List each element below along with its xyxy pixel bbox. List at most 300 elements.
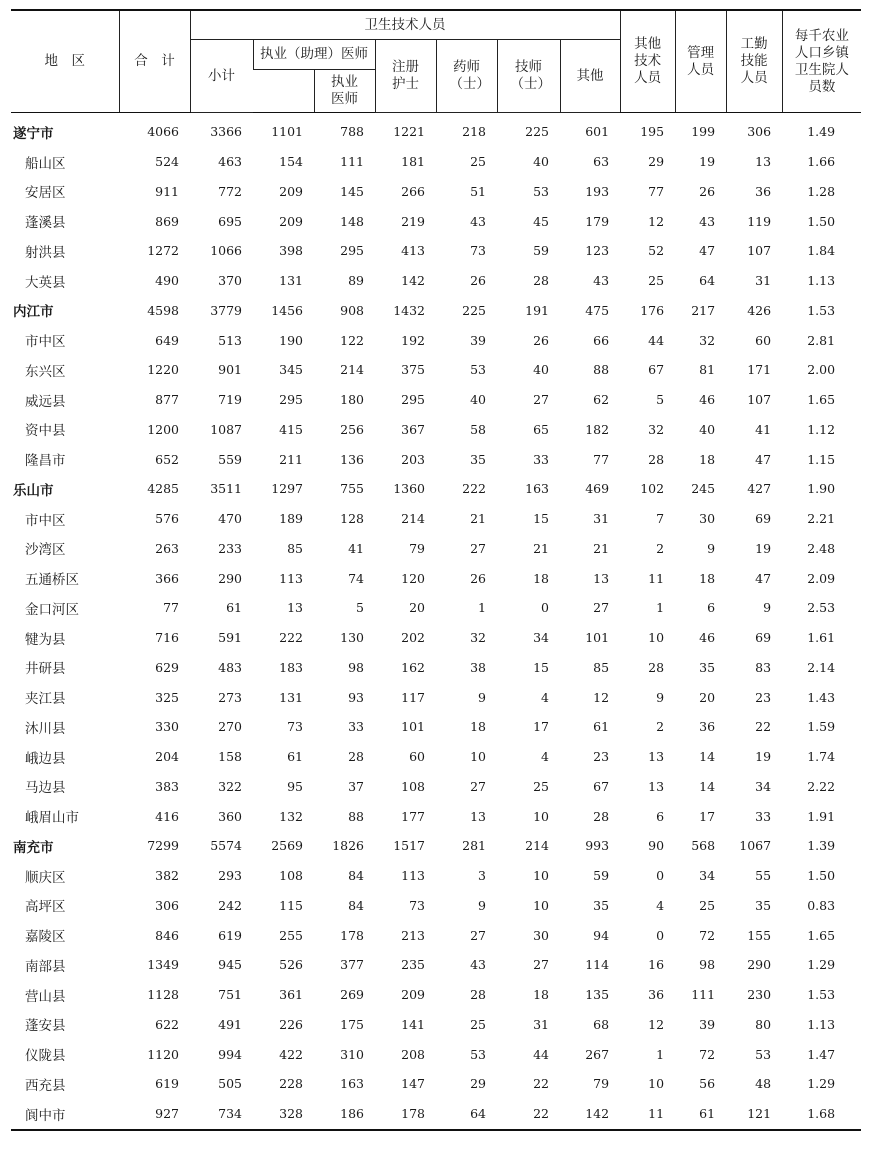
other-cell: 182 [585, 421, 610, 437]
worker-cell: 1067 [739, 838, 772, 854]
header-practicing: 执业医师 [314, 70, 375, 113]
ratio-cell: 1.13 [807, 1016, 836, 1032]
nurse-cell: 202 [401, 630, 425, 646]
region-name-cell: 沙湾区 [25, 542, 66, 559]
technician-cell: 40 [533, 362, 549, 378]
worker-cell: 121 [726, 1099, 782, 1130]
table-row [11, 266, 861, 296]
worker-cell: 69 [755, 630, 772, 646]
technician-cell: 15 [533, 659, 549, 675]
other-tech-cell: 12 [648, 1016, 665, 1032]
ratio-cell: 1.65 [807, 927, 836, 943]
subtotal-cell: 322 [218, 778, 242, 794]
technician-cell: 33 [533, 451, 549, 467]
practicing-cell: 214 [340, 362, 364, 378]
practicing-cell: 180 [340, 392, 364, 408]
pharmacist-cell: 25 [470, 154, 486, 170]
other-tech-cell: 6 [656, 808, 665, 824]
management-cell: 245 [691, 481, 716, 497]
subtotal-cell: 370 [218, 273, 242, 289]
pharmacist-cell: 27 [470, 778, 486, 794]
ratio-cell: 2.00 [807, 362, 836, 378]
practicing-assistant-cell: 73 [287, 719, 303, 735]
subtotal-cell: 901 [218, 362, 242, 378]
subtotal-cell: 290 [218, 570, 242, 586]
nurse-cell: 117 [401, 689, 425, 705]
technician-cell: 191 [525, 302, 549, 318]
city-row [11, 296, 861, 326]
region-name-cell: 嘉陵区 [25, 929, 66, 946]
management-cell: 18 [699, 570, 716, 586]
other-tech-cell: 36 [648, 987, 665, 1003]
ratio-cell: 1.61 [807, 630, 836, 646]
other-tech-cell: 102 [640, 481, 665, 497]
table-header [11, 10, 861, 113]
pharmacist-cell: 51 [470, 183, 486, 199]
total-cell: 77 [163, 600, 179, 616]
subtotal-cell: 591 [218, 630, 242, 646]
other-tech-cell: 52 [648, 243, 665, 259]
region-name-cell: 市中区 [25, 334, 66, 351]
practicing-assistant-cell: 85 [287, 540, 303, 556]
region-name-cell: 蓬溪县 [25, 215, 66, 232]
nurse-cell: 162 [401, 659, 425, 675]
management-cell: 47 [699, 243, 716, 259]
nurse-cell: 1517 [393, 838, 425, 854]
practicing-assistant-cell: 228 [279, 1076, 303, 1092]
practicing-assistant-cell: 183 [279, 659, 303, 675]
management-cell: 26 [699, 183, 716, 199]
nurse-cell: 73 [409, 897, 425, 913]
table-row [11, 534, 861, 564]
worker-cell: 47 [755, 570, 772, 586]
subtotal-cell: 158 [218, 749, 242, 765]
total-cell: 204 [155, 749, 179, 765]
practicing-cell: 84 [348, 868, 364, 884]
other-cell: 123 [585, 243, 610, 259]
other-cell: 85 [593, 659, 610, 675]
nurse-cell: 375 [401, 362, 425, 378]
header-management: 管理人员 [675, 10, 726, 113]
technician-cell: 10 [533, 808, 549, 824]
practicing-cell: 175 [340, 1016, 364, 1032]
practicing-assistant-cell: 154 [279, 154, 303, 170]
technician-cell: 21 [533, 540, 549, 556]
other-cell: 21 [593, 540, 610, 556]
other-cell: 13 [593, 570, 610, 586]
ratio-cell: 1.74 [807, 749, 836, 765]
worker-cell: 19 [755, 540, 772, 556]
pharmacist-cell: 21 [470, 511, 486, 527]
other-cell: 114 [585, 957, 610, 973]
other-cell: 63 [593, 154, 610, 170]
practicing-assistant-cell: 222 [279, 630, 303, 646]
subtotal-cell: 483 [218, 659, 242, 675]
management-cell: 6 [707, 600, 716, 616]
region-name-cell: 峨眉山市 [25, 810, 79, 827]
table-row [11, 236, 861, 266]
region-name-cell: 井研县 [25, 661, 66, 678]
management-cell: 43 [699, 213, 716, 229]
worker-cell: 80 [755, 1016, 772, 1032]
table-row [11, 920, 861, 950]
practicing-cell: 5 [356, 600, 364, 616]
practicing-assistant-cell: 422 [279, 1046, 303, 1062]
total-cell: 846 [155, 927, 179, 943]
nurse-cell: 79 [409, 540, 425, 556]
pharmacist-cell: 3 [478, 868, 486, 884]
nurse-cell: 108 [401, 778, 425, 794]
practicing-assistant-cell: 189 [279, 511, 303, 527]
other-tech-cell: 2 [656, 719, 665, 735]
table-row [11, 1039, 861, 1069]
total-cell: 1349 [147, 957, 179, 973]
worker-cell: 22 [755, 719, 772, 735]
ratio-cell: 1.59 [807, 719, 836, 735]
table-row [11, 772, 861, 802]
table-row [11, 623, 861, 653]
subtotal-cell: 505 [218, 1076, 242, 1092]
subtotal-cell: 491 [218, 1016, 242, 1032]
management-cell: 98 [699, 957, 716, 973]
nurse-cell: 101 [401, 719, 425, 735]
region-name-cell: 营山县 [25, 988, 66, 1005]
ratio-cell: 1.29 [807, 1076, 836, 1092]
region-name-cell: 内江市 [13, 304, 54, 321]
other-tech-cell: 1 [656, 600, 665, 616]
ratio-cell: 1.28 [807, 183, 836, 199]
subtotal-cell: 3511 [210, 481, 242, 497]
practicing-cell: 136 [340, 451, 364, 467]
technician-cell: 45 [533, 213, 549, 229]
ratio-cell: 2.09 [807, 570, 836, 586]
ratio-cell: 1.39 [807, 838, 836, 854]
other-tech-cell: 29 [648, 154, 665, 170]
pharmacist-cell: 281 [462, 838, 486, 854]
city-row [11, 474, 861, 504]
total-cell: 629 [155, 659, 179, 675]
technician-cell: 18 [533, 570, 549, 586]
other-tech-cell: 1 [656, 1046, 665, 1062]
worker-cell: 230 [747, 987, 772, 1003]
region-name-cell: 夹江县 [25, 691, 66, 708]
nurse-cell: 266 [401, 183, 425, 199]
management-cell: 72 [699, 927, 716, 943]
other-cell: 601 [585, 124, 610, 140]
ratio-cell: 2.21 [807, 511, 836, 527]
table-row [11, 147, 861, 177]
other-cell: 43 [593, 273, 610, 289]
table-row [11, 325, 861, 355]
total-cell: 1200 [147, 421, 179, 437]
technician-cell: 0 [541, 600, 549, 616]
practicing-cell: 98 [348, 659, 364, 675]
ratio-cell: 1.47 [807, 1046, 836, 1062]
practicing-cell: 28 [348, 749, 364, 765]
table-row [11, 980, 861, 1010]
region-name-cell: 西充县 [25, 1077, 66, 1094]
total-cell: 619 [155, 1076, 179, 1092]
pharmacist-cell: 58 [470, 421, 486, 437]
pharmacist-cell: 18 [470, 719, 486, 735]
header-health-tech: 卫生技术人员 [190, 10, 620, 40]
practicing-cell: 1826 [332, 838, 364, 854]
subtotal-cell: 273 [218, 689, 242, 705]
practicing-cell: 37 [348, 778, 364, 794]
ratio-cell: 1.91 [807, 808, 836, 824]
practicing-cell: 256 [340, 421, 364, 437]
other-tech-cell: 9 [656, 689, 665, 705]
header-subtotal: 小计 [190, 40, 253, 113]
management-cell: 199 [691, 124, 716, 140]
nurse-cell: 192 [401, 332, 425, 348]
management-cell: 17 [699, 808, 716, 824]
total-cell: 4066 [147, 124, 179, 140]
worker-cell: 35 [755, 897, 772, 913]
total-cell: 1220 [147, 362, 179, 378]
worker-cell: 55 [755, 868, 772, 884]
table-row [11, 206, 861, 236]
other-tech-cell: 7 [656, 511, 665, 527]
pharmacist-cell: 38 [470, 659, 486, 675]
technician-cell: 214 [525, 838, 549, 854]
other-tech-cell: 5 [656, 392, 665, 408]
management-cell: 35 [699, 659, 716, 675]
practicing-cell: 130 [340, 630, 364, 646]
subtotal-cell: 360 [218, 808, 242, 824]
nurse-cell: 235 [401, 957, 425, 973]
management-cell: 81 [699, 362, 716, 378]
other-cell: 475 [585, 302, 610, 318]
practicing-assistant-cell: 115 [279, 897, 303, 913]
other-tech-cell: 13 [648, 749, 665, 765]
practicing-assistant-cell: 226 [279, 1016, 303, 1032]
table-row [11, 712, 861, 742]
ratio-cell: 2.53 [807, 600, 836, 616]
practicing-assistant-cell: 108 [279, 868, 303, 884]
practicing-assistant-cell: 1456 [271, 302, 303, 318]
worker-cell: 53 [755, 1046, 772, 1062]
other-cell: 23 [593, 749, 610, 765]
ratio-cell: 1.49 [807, 124, 836, 140]
header-other-tech: 其他技术人员 [620, 10, 675, 113]
ratio-cell: 2.14 [807, 659, 836, 675]
nurse-cell: 147 [401, 1076, 425, 1092]
pharmacist-cell: 13 [470, 808, 486, 824]
nurse-cell: 295 [401, 392, 425, 408]
nurse-cell: 1432 [393, 302, 425, 318]
other-tech-cell: 2 [656, 540, 665, 556]
header-technician: 技师（士） [497, 40, 560, 113]
nurse-cell: 219 [401, 213, 425, 229]
worker-cell: 83 [755, 659, 772, 675]
practicing-assistant-cell: 415 [279, 421, 303, 437]
pharmacist-cell: 27 [470, 927, 486, 943]
practicing-assistant-cell: 361 [279, 987, 303, 1003]
total-cell: 877 [155, 392, 179, 408]
pharmacist-cell: 27 [470, 540, 486, 556]
other-cell: 88 [593, 362, 610, 378]
table-row [11, 444, 861, 474]
management-cell: 18 [699, 451, 716, 467]
other-cell: 142 [560, 1099, 620, 1130]
table-row [11, 1069, 861, 1099]
practicing-cell: 41 [348, 540, 364, 556]
header-pharmacist: 药师（士） [436, 40, 497, 113]
table-row [11, 593, 861, 623]
nurse-cell: 20 [409, 600, 425, 616]
management-cell: 61 [675, 1099, 726, 1130]
health-staff-table [11, 9, 861, 1131]
region-name-cell: 南部县 [25, 958, 66, 975]
table-row [11, 563, 861, 593]
table-row [11, 653, 861, 683]
technician-cell: 15 [533, 511, 549, 527]
other-tech-cell: 90 [648, 838, 665, 854]
practicing-cell: 269 [340, 987, 364, 1003]
other-tech-cell: 176 [640, 302, 665, 318]
total-cell: 911 [155, 183, 179, 199]
table-row [11, 950, 861, 980]
other-tech-cell: 44 [648, 332, 665, 348]
other-tech-cell: 77 [648, 183, 665, 199]
technician-cell: 225 [525, 124, 549, 140]
worker-cell: 119 [747, 213, 772, 229]
nurse-cell: 60 [409, 749, 425, 765]
worker-cell: 23 [755, 689, 772, 705]
nurse-cell: 209 [401, 987, 425, 1003]
worker-cell: 171 [747, 362, 772, 378]
region-name-cell: 顺庆区 [25, 869, 66, 886]
other-cell: 12 [593, 689, 610, 705]
technician-cell: 44 [533, 1046, 549, 1062]
practicing-assistant-cell: 209 [279, 183, 303, 199]
region-name-cell: 犍为县 [25, 631, 66, 648]
ratio-cell: 2.48 [807, 540, 836, 556]
subtotal-cell: 5574 [210, 838, 242, 854]
management-cell: 39 [699, 1016, 716, 1032]
table-body [11, 113, 861, 1130]
technician-cell: 27 [533, 957, 549, 973]
region-name-cell: 乐山市 [13, 482, 54, 499]
region-name-cell: 隆昌市 [25, 453, 66, 470]
worker-cell: 290 [747, 957, 772, 973]
nurse-cell: 203 [401, 451, 425, 467]
header-practicing-blank [253, 70, 314, 113]
region-name-cell: 大英县 [25, 274, 66, 291]
subtotal-cell: 3366 [210, 124, 242, 140]
other-cell: 31 [593, 511, 610, 527]
technician-cell: 10 [533, 897, 549, 913]
technician-cell: 10 [533, 868, 549, 884]
pharmacist-cell: 9 [478, 897, 486, 913]
worker-cell: 107 [747, 243, 772, 259]
practicing-assistant-cell: 328 [253, 1099, 314, 1130]
ratio-cell: 1.15 [807, 451, 836, 467]
other-tech-cell: 195 [640, 124, 665, 140]
pharmacist-cell: 39 [470, 332, 486, 348]
table-row [11, 682, 861, 712]
practicing-cell: 128 [340, 511, 364, 527]
pharmacist-cell: 28 [470, 987, 486, 1003]
total-cell: 382 [155, 868, 179, 884]
technician-cell: 28 [533, 273, 549, 289]
region-name-cell: 高坪区 [25, 899, 66, 916]
ratio-cell: 1.84 [807, 243, 836, 259]
practicing-cell: 84 [348, 897, 364, 913]
region-name-cell: 阆中市 [11, 1099, 119, 1130]
nurse-cell: 1221 [393, 124, 425, 140]
technician-cell: 4 [541, 749, 549, 765]
total-cell: 383 [155, 778, 179, 794]
nurse-cell: 178 [375, 1099, 436, 1130]
other-cell: 77 [593, 451, 610, 467]
pharmacist-cell: 9 [478, 689, 486, 705]
other-tech-cell: 25 [648, 273, 665, 289]
technician-cell: 65 [533, 421, 549, 437]
other-tech-cell: 28 [648, 451, 665, 467]
technician-cell: 22 [533, 1076, 549, 1092]
total-cell: 263 [155, 540, 179, 556]
subtotal-cell: 293 [218, 868, 242, 884]
technician-cell: 53 [533, 183, 549, 199]
practicing-cell: 788 [340, 124, 364, 140]
practicing-assistant-cell: 295 [279, 392, 303, 408]
total-cell: 306 [155, 897, 179, 913]
region-name-cell: 仪陇县 [25, 1048, 66, 1065]
total-cell: 7299 [147, 838, 179, 854]
pharmacist-cell: 29 [470, 1076, 486, 1092]
other-cell: 179 [585, 213, 610, 229]
nurse-cell: 177 [401, 808, 425, 824]
other-cell: 469 [585, 481, 610, 497]
pharmacist-cell: 218 [462, 124, 486, 140]
ratio-cell: 1.65 [807, 392, 836, 408]
technician-cell: 40 [533, 154, 549, 170]
region-name-cell: 峨边县 [25, 750, 66, 767]
practicing-cell: 908 [340, 302, 364, 318]
table-row [11, 504, 861, 534]
management-cell: 25 [699, 897, 716, 913]
pharmacist-cell: 43 [470, 957, 486, 973]
practicing-cell: 33 [348, 719, 364, 735]
header-practicing-assistant: 执业（助理）医师 [253, 40, 375, 70]
worker-cell: 426 [747, 302, 772, 318]
worker-cell: 427 [747, 481, 772, 497]
nurse-cell: 213 [401, 927, 425, 943]
other-tech-cell: 16 [648, 957, 665, 973]
worker-cell: 31 [755, 273, 772, 289]
nurse-cell: 208 [401, 1046, 425, 1062]
region-name-cell: 安居区 [25, 185, 66, 202]
subtotal-cell: 1066 [210, 243, 242, 259]
practicing-assistant-cell: 95 [287, 778, 303, 794]
pharmacist-cell: 26 [470, 570, 486, 586]
other-cell: 79 [593, 1076, 610, 1092]
practicing-assistant-cell: 398 [279, 243, 303, 259]
other-cell: 193 [585, 183, 610, 199]
nurse-cell: 142 [401, 273, 425, 289]
ratio-cell: 1.66 [807, 154, 836, 170]
region-name-cell: 遂宁市 [13, 125, 54, 142]
other-tech-cell: 32 [648, 421, 665, 437]
practicing-assistant-cell: 1297 [271, 481, 303, 497]
worker-cell: 107 [747, 392, 772, 408]
technician-cell: 27 [533, 392, 549, 408]
technician-cell: 18 [533, 987, 549, 1003]
practicing-assistant-cell: 345 [279, 362, 303, 378]
region-name-cell: 五通桥区 [25, 572, 79, 589]
